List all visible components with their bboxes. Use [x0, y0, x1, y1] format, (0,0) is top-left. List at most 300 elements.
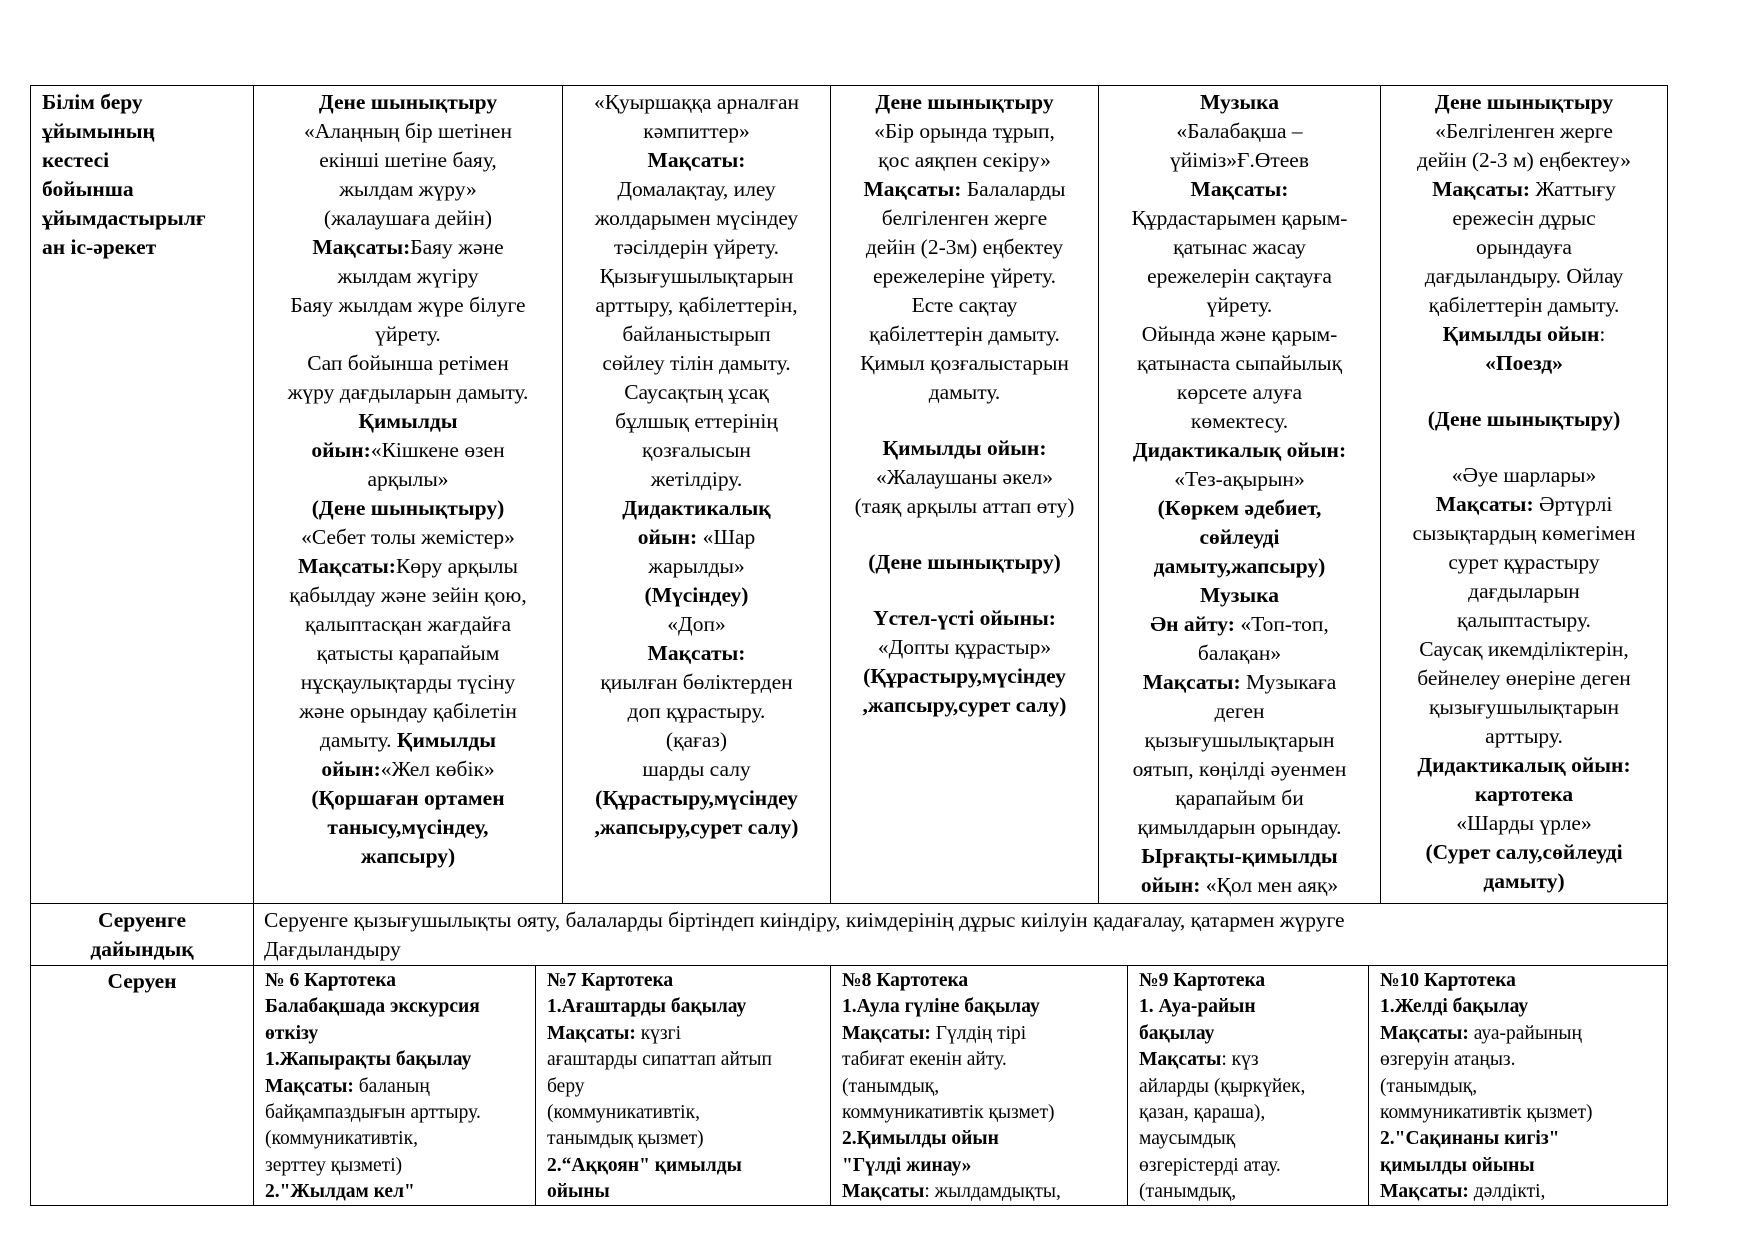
text-line — [564, 639, 829, 668]
text-line — [564, 117, 829, 146]
line-bold-text: 1. Ауа-райын — [1139, 996, 1256, 1018]
row1-header-cell — [42, 88, 248, 262]
line-bold-text: 2."Жылдам кел" — [265, 1181, 415, 1203]
line-text: Баяу және — [410, 235, 504, 259]
text-line — [832, 204, 1097, 233]
line-bold-text: ойын: — [1140, 873, 1201, 897]
text-line — [842, 968, 1126, 994]
text-line — [255, 291, 561, 320]
text-line — [255, 523, 561, 552]
line-bold-text: №9 Картотека — [1139, 970, 1266, 991]
text-line: дайындық — [90, 937, 194, 961]
line-bold-text: Үстел-үсті ойыны: — [873, 606, 1056, 630]
text-line — [265, 1021, 533, 1047]
text-line — [547, 1074, 827, 1100]
line-text: сызықтардың көмегімен — [1412, 521, 1636, 545]
line-bold-text: 2.Қимылды ойын — [842, 1128, 999, 1150]
text-line — [1382, 606, 1666, 635]
line-text: (жалаушаға дейін) — [323, 206, 493, 230]
text-line — [564, 668, 829, 697]
text-line — [1382, 577, 1666, 606]
text-line — [564, 523, 829, 552]
line-bold-text: 2."Сақинаны кигіз" — [1380, 1128, 1560, 1150]
line-bold-text: 1.Ағаштарды бақылау — [547, 996, 747, 1018]
text-line — [255, 755, 561, 784]
text-line — [1100, 755, 1379, 784]
text-line — [1382, 809, 1666, 838]
line-text: «Белгіленген жерге — [1435, 119, 1613, 143]
line-bold-text: ойыны — [547, 1181, 610, 1203]
text-line — [1100, 291, 1379, 320]
line-text: Қызығушылықтарын — [599, 264, 794, 288]
text-line — [255, 407, 561, 436]
walk-prep-header-cell — [32, 906, 252, 964]
text-line — [1139, 1047, 1366, 1073]
line-bold-text: Мақсаты: — [265, 1075, 354, 1097]
line-text: Сап бойынша ретімен — [307, 351, 509, 375]
text-line — [1382, 838, 1666, 867]
text-line — [832, 691, 1097, 720]
line-text: тәсілдерін үйрету. — [614, 235, 779, 259]
line-text: ережелерін сақтауға — [1147, 264, 1332, 288]
text-line — [1100, 552, 1379, 581]
line-text: және орындау қабілетін — [299, 699, 517, 723]
line-text: Әртүрлі — [1533, 492, 1613, 516]
text-line — [832, 378, 1097, 407]
activity-col5-cell — [1382, 88, 1666, 896]
line-text: «Жел көбік» — [380, 757, 495, 781]
text-line — [842, 1100, 1126, 1126]
line-bold-text: Мақсаты: — [298, 554, 396, 578]
line-bold-text: Ән айту: — [1150, 612, 1235, 636]
line-text: Құрдастарымен қарым- — [1131, 206, 1348, 230]
text-line: Серуен — [107, 969, 177, 993]
line-text: Гүлдің тірі — [930, 1022, 1027, 1044]
line-text: Саусақ икемділіктерін, — [1419, 637, 1629, 661]
line-bold-text: (Қоршаған ортамен — [311, 786, 505, 810]
text-line — [1100, 581, 1379, 610]
text-line — [255, 320, 561, 349]
text-line — [832, 117, 1097, 146]
line-text: «Кішкене өзен — [370, 438, 505, 462]
line-text: «Әуе шарлары» — [1451, 463, 1597, 487]
text-line — [1100, 726, 1379, 755]
line-text: «Шар — [697, 525, 756, 549]
text-line — [832, 548, 1097, 577]
line-text: байланыстырып — [622, 322, 771, 346]
line-text: қызығушылықтарын — [1429, 695, 1619, 719]
line-bold-text: Музыка — [1200, 583, 1279, 607]
text-line — [1380, 1100, 1665, 1126]
line-text: жолдарымен мүсіндеу — [594, 206, 799, 230]
blank-line — [1382, 378, 1666, 405]
text-line — [255, 233, 561, 262]
line-text: «Балабақша – — [1176, 119, 1303, 143]
line-bold-text: Музыка — [1200, 90, 1279, 114]
text-line — [1100, 871, 1379, 900]
text-line — [1382, 291, 1666, 320]
text-line — [842, 1074, 1126, 1100]
line-text: : жылдамдықты, — [924, 1181, 1061, 1203]
text-line — [1100, 697, 1379, 726]
text-line — [564, 88, 829, 117]
line-text: Музыкаға — [1240, 670, 1337, 694]
line-bold-text: Мақсаты: — [1380, 1022, 1469, 1044]
text-line — [564, 784, 829, 813]
text-line — [1382, 320, 1666, 349]
line-text: орындауға — [1476, 235, 1572, 259]
line-text: қалыптасқан жағдайға — [304, 612, 512, 636]
line-bold-text: Мақсаты — [842, 1181, 925, 1203]
line-text: арттыру. — [1485, 724, 1563, 748]
line-text: : күз — [1221, 1049, 1259, 1071]
line-text: Балаларды — [961, 177, 1066, 201]
line-bold-text: "Гүлді жинау» — [842, 1154, 972, 1176]
text-line — [1100, 639, 1379, 668]
line-text: қатынас жасау — [1173, 235, 1306, 259]
text-line — [1382, 722, 1666, 751]
text-line — [1100, 465, 1379, 494]
text-line — [1100, 378, 1379, 407]
line-text: қиылған бөліктерден — [600, 670, 793, 694]
line-bold-text: (Мүсіндеу) — [644, 583, 749, 607]
line-text: «Жалаушаны әкел» — [875, 465, 1054, 489]
text-line — [1100, 320, 1379, 349]
line-text: жылдам жүру» — [339, 177, 477, 201]
line-bold-text: 1.Жапырақты бақылау — [265, 1049, 472, 1071]
line-text: «Доп» — [667, 612, 726, 636]
text-line — [564, 349, 829, 378]
line-text: қатысты қарапайым — [316, 641, 500, 665]
text-line — [1139, 994, 1366, 1020]
line-text: қабілеттерін дамыту. — [1428, 293, 1620, 317]
line-bold-text: Дидактикалық — [622, 496, 771, 520]
line-text: белгіленген жерге — [881, 206, 1048, 230]
line-text: балақан» — [1197, 641, 1282, 665]
text-line: ан іс-әрекет — [42, 235, 157, 259]
text-line — [564, 436, 829, 465]
text-line — [265, 968, 533, 994]
line-bold-text: картотека — [1474, 782, 1574, 806]
walk-prep-text-cell — [264, 906, 1664, 964]
line-bold-text: (Құрастыру,мүсіндеу — [863, 664, 1066, 688]
text-line — [1139, 1100, 1366, 1126]
text-line — [1100, 610, 1379, 639]
line-text: қарапайым би — [1175, 786, 1304, 810]
line-text: Қимыл қозғалыстарын — [860, 351, 1069, 375]
text-line — [255, 465, 561, 494]
text-line — [1380, 1153, 1665, 1179]
line-text: дағдыландыру. Ойлау — [1424, 264, 1624, 288]
line-text: : — [1599, 322, 1606, 346]
line-text: (таяқ арқылы аттап өту) — [854, 494, 1075, 518]
line-text: бейнелеу өнеріне деген — [1417, 666, 1631, 690]
line-bold-text: ойын: — [311, 438, 371, 462]
text-line — [1382, 490, 1666, 519]
line-bold-text: дамыту) — [1483, 869, 1565, 893]
text-line — [564, 291, 829, 320]
line-bold-text: Дене шынықтыру — [1434, 90, 1614, 114]
line-bold-text: танысу,мүсіндеу, — [327, 815, 489, 839]
line-bold-text: (Дене шынықтыру) — [1427, 407, 1621, 431]
line-bold-text: Мақсаты — [1139, 1049, 1222, 1071]
text-line — [1100, 349, 1379, 378]
line-text: табиғат екенін айту. — [842, 1049, 1007, 1071]
line-bold-text: Дене шынықтыру — [875, 90, 1054, 114]
text-line — [1382, 548, 1666, 577]
blank-line — [1382, 434, 1666, 461]
text-line — [842, 1021, 1126, 1047]
line-text: нұсқаулықтарды түсіну — [300, 670, 516, 694]
text-line: Білім беру — [42, 90, 143, 114]
text-line — [255, 726, 561, 755]
text-line — [1100, 175, 1379, 204]
line-bold-text: өткізу — [265, 1022, 319, 1044]
line-bold-text: Мақсаты: — [842, 1022, 931, 1044]
text-line — [265, 1100, 533, 1126]
line-bold-text: Мақсаты: — [1435, 492, 1534, 516]
text-line — [1382, 867, 1666, 896]
line-text: (танымдық, — [1380, 1075, 1478, 1097]
text-line — [1100, 523, 1379, 552]
text-line — [1100, 813, 1379, 842]
text-line — [832, 175, 1097, 204]
line-bold-text: Мақсаты: — [1190, 177, 1289, 201]
activity-col2-cell — [564, 88, 829, 842]
text-line — [547, 994, 827, 1020]
line-text: көрсете алуға — [1176, 380, 1303, 404]
line-bold-text: Дене шынықтыру — [318, 90, 498, 114]
text-line — [832, 463, 1097, 492]
line-bold-text: Мақсаты: — [647, 641, 746, 665]
line-text: дағдыларын — [1468, 579, 1580, 603]
line-bold-text: (Дене шынықтыру) — [868, 550, 1061, 574]
text-line — [832, 88, 1097, 117]
text-line — [265, 1047, 533, 1073]
text-line — [255, 204, 561, 233]
line-text: жарылды» — [648, 554, 745, 578]
line-text: (коммуникативтік, — [265, 1128, 418, 1150]
line-bold-text: Мақсаты: — [1380, 1181, 1469, 1203]
line-bold-text: (Сурет салу,сөйлеуді — [1425, 840, 1623, 864]
text-line — [255, 262, 561, 291]
line-text: ауа-райының — [1468, 1022, 1582, 1044]
line-text: қабылдау және зейін қою, — [289, 583, 527, 607]
text-line — [255, 349, 561, 378]
text-line — [1139, 1021, 1366, 1047]
line-text: коммуникативтік қызмет) — [1380, 1102, 1593, 1124]
text-line — [1382, 117, 1666, 146]
text-line — [547, 968, 827, 994]
text-line — [1139, 1074, 1366, 1100]
line-text: (танымдық, — [842, 1075, 940, 1097]
line-bold-text: Қимылды — [358, 409, 458, 433]
line-text: үйіміз»Ғ.Өтеев — [1169, 148, 1309, 172]
line-text: оятып, көңілді әуенмен — [1132, 757, 1347, 781]
line-text: ағаштарды сипаттап айтып — [547, 1049, 772, 1071]
activity-col3-cell — [832, 88, 1097, 720]
blank-line — [832, 407, 1097, 434]
line-text: үйрету. — [375, 322, 441, 346]
text-line: Серуенге қызығушылықты ояту, балаларды біртіндеп киіндіру, киімдерінің дұрыс киілуін қадағалау, қатармен жүруге — [264, 908, 1345, 932]
line-text: ережелеріне үйрету. — [872, 264, 1056, 288]
text-line — [564, 204, 829, 233]
line-text: беру — [547, 1075, 585, 1097]
line-text: дамыту. — [928, 380, 1001, 404]
line-text: кәмпиттер» — [643, 119, 750, 143]
text-line — [1139, 1179, 1366, 1205]
text-line — [564, 755, 829, 784]
line-text: «Допты құрастыр» — [877, 635, 1052, 659]
line-bold-text: №7 Картотека — [547, 970, 674, 991]
line-text: маусымдық — [1139, 1128, 1236, 1150]
line-text: «Тез-ақырын» — [1174, 467, 1305, 491]
text-line — [1139, 1126, 1366, 1152]
text-line — [1380, 1126, 1665, 1152]
line-text: дейін (2-3 м) еңбектеу» — [1416, 148, 1632, 172]
line-text: жылдам жүгіру — [337, 264, 479, 288]
text-line — [1382, 405, 1666, 434]
text-line — [564, 262, 829, 291]
line-bold-text: жапсыру) — [360, 844, 456, 868]
line-text: қабілеттерін дамыту. — [869, 322, 1060, 346]
text-line — [564, 146, 829, 175]
text-line — [564, 552, 829, 581]
line-text: Ойында және қарым- — [1141, 322, 1338, 346]
text-line — [1100, 146, 1379, 175]
text-line — [842, 994, 1126, 1020]
line-text: коммуникативтік қызмет) — [842, 1102, 1055, 1124]
walk-col2-cell — [547, 968, 827, 1206]
text-line: бойынша — [42, 177, 134, 201]
line-text: Домалақтау, илеу — [617, 177, 776, 201]
line-text: сөйлеу тілін дамыту. — [602, 351, 791, 375]
line-bold-text: № 6 Картотека — [265, 970, 397, 991]
line-bold-text: (Құрастыру,мүсіндеу — [595, 786, 798, 810]
text-line — [255, 842, 561, 871]
line-text: «Себет толы жемістер» — [301, 525, 515, 549]
text-line — [255, 494, 561, 523]
text-line — [1382, 519, 1666, 548]
line-text: танымдық қызмет) — [547, 1128, 704, 1150]
line-text: (қағаз) — [665, 728, 728, 752]
line-bold-text: 1.Аула гүліне бақылау — [842, 996, 1040, 1018]
text-line — [1100, 784, 1379, 813]
text-line — [832, 434, 1097, 463]
walk-col4-cell — [1139, 968, 1366, 1206]
walk-col5-cell — [1380, 968, 1665, 1206]
line-text: доп құрастыру. — [627, 699, 766, 723]
text-line: Дағдыландыру — [264, 937, 401, 961]
text-line: ұйымының — [42, 119, 155, 143]
text-line — [547, 1179, 827, 1205]
text-line — [564, 581, 829, 610]
text-line — [265, 994, 533, 1020]
text-line — [1100, 494, 1379, 523]
text-line — [564, 494, 829, 523]
line-text: Баяу жылдам жүре білуге — [290, 293, 526, 317]
line-bold-text: Балабақшада экскурсия — [265, 996, 480, 1018]
line-text: көмектесу. — [1190, 409, 1289, 433]
text-line — [547, 1100, 827, 1126]
text-line — [1100, 233, 1379, 262]
text-line — [564, 233, 829, 262]
text-line — [1100, 88, 1379, 117]
line-bold-text: қимылды ойыны — [1380, 1154, 1535, 1176]
line-text: арттыру, қабілеттерін, — [595, 293, 798, 317]
text-line — [255, 88, 561, 117]
text-line — [564, 610, 829, 639]
line-text: Саусақтың ұсақ — [624, 380, 769, 404]
line-bold-text: (Дене шынықтыру) — [311, 496, 505, 520]
text-line — [255, 146, 561, 175]
line-text: айларды (қыркүйек, — [1139, 1075, 1306, 1097]
line-text: қызығушылықтарын — [1144, 728, 1335, 752]
text-line — [547, 1153, 827, 1179]
line-bold-text: Мақсаты: — [312, 235, 411, 259]
line-bold-text: 2.“Аққоян" қимылды — [547, 1154, 742, 1176]
text-line — [1139, 968, 1366, 994]
line-bold-text: Қимылды ойын — [1442, 322, 1600, 346]
text-line — [1380, 968, 1665, 994]
text-line — [1382, 780, 1666, 809]
text-line — [842, 1179, 1126, 1205]
line-bold-text: Мақсаты: — [647, 148, 746, 172]
line-text: қазан, қараша), — [1139, 1102, 1266, 1124]
activity-col4-cell — [1100, 88, 1379, 900]
text-line — [1382, 461, 1666, 490]
line-bold-text: Қимылды — [396, 728, 497, 752]
line-text: (коммуникативтік, — [547, 1102, 700, 1124]
line-text: Көру арқылы — [395, 554, 518, 578]
line-bold-text: Мақсаты: — [863, 177, 962, 201]
text-line — [255, 784, 561, 813]
text-line — [1382, 262, 1666, 291]
text-line — [255, 813, 561, 842]
walk-header-cell — [32, 967, 252, 996]
line-text: жүру дағдыларын дамыту. — [287, 380, 529, 404]
text-line — [1382, 204, 1666, 233]
text-line — [547, 1047, 827, 1073]
line-bold-text: Мақсаты: — [1432, 177, 1531, 201]
blank-line — [832, 577, 1097, 604]
line-text: «Қол мен аяқ» — [1200, 873, 1339, 897]
text-line — [1100, 668, 1379, 697]
text-line — [1382, 751, 1666, 780]
text-line — [1100, 262, 1379, 291]
text-line — [1139, 1153, 1366, 1179]
line-text: зерттеу қызметі) — [265, 1154, 403, 1176]
text-line — [564, 813, 829, 842]
line-text: дейін (2-3м) еңбектеу — [865, 235, 1064, 259]
text-line — [832, 146, 1097, 175]
text-line — [255, 436, 561, 465]
text-line — [1380, 1179, 1665, 1205]
text-line — [564, 407, 829, 436]
text-line — [255, 378, 561, 407]
text-line — [265, 1153, 533, 1179]
text-line — [564, 726, 829, 755]
line-text: (танымдық, — [1139, 1181, 1237, 1203]
text-line — [1100, 436, 1379, 465]
text-line — [832, 291, 1097, 320]
text-line — [832, 320, 1097, 349]
line-bold-text: Қимылды ойын: — [882, 436, 1047, 460]
text-line — [564, 175, 829, 204]
line-bold-text: Ырғақты-қимылды — [1141, 844, 1338, 868]
line-text: баланың — [353, 1075, 430, 1097]
text-line — [1382, 349, 1666, 378]
